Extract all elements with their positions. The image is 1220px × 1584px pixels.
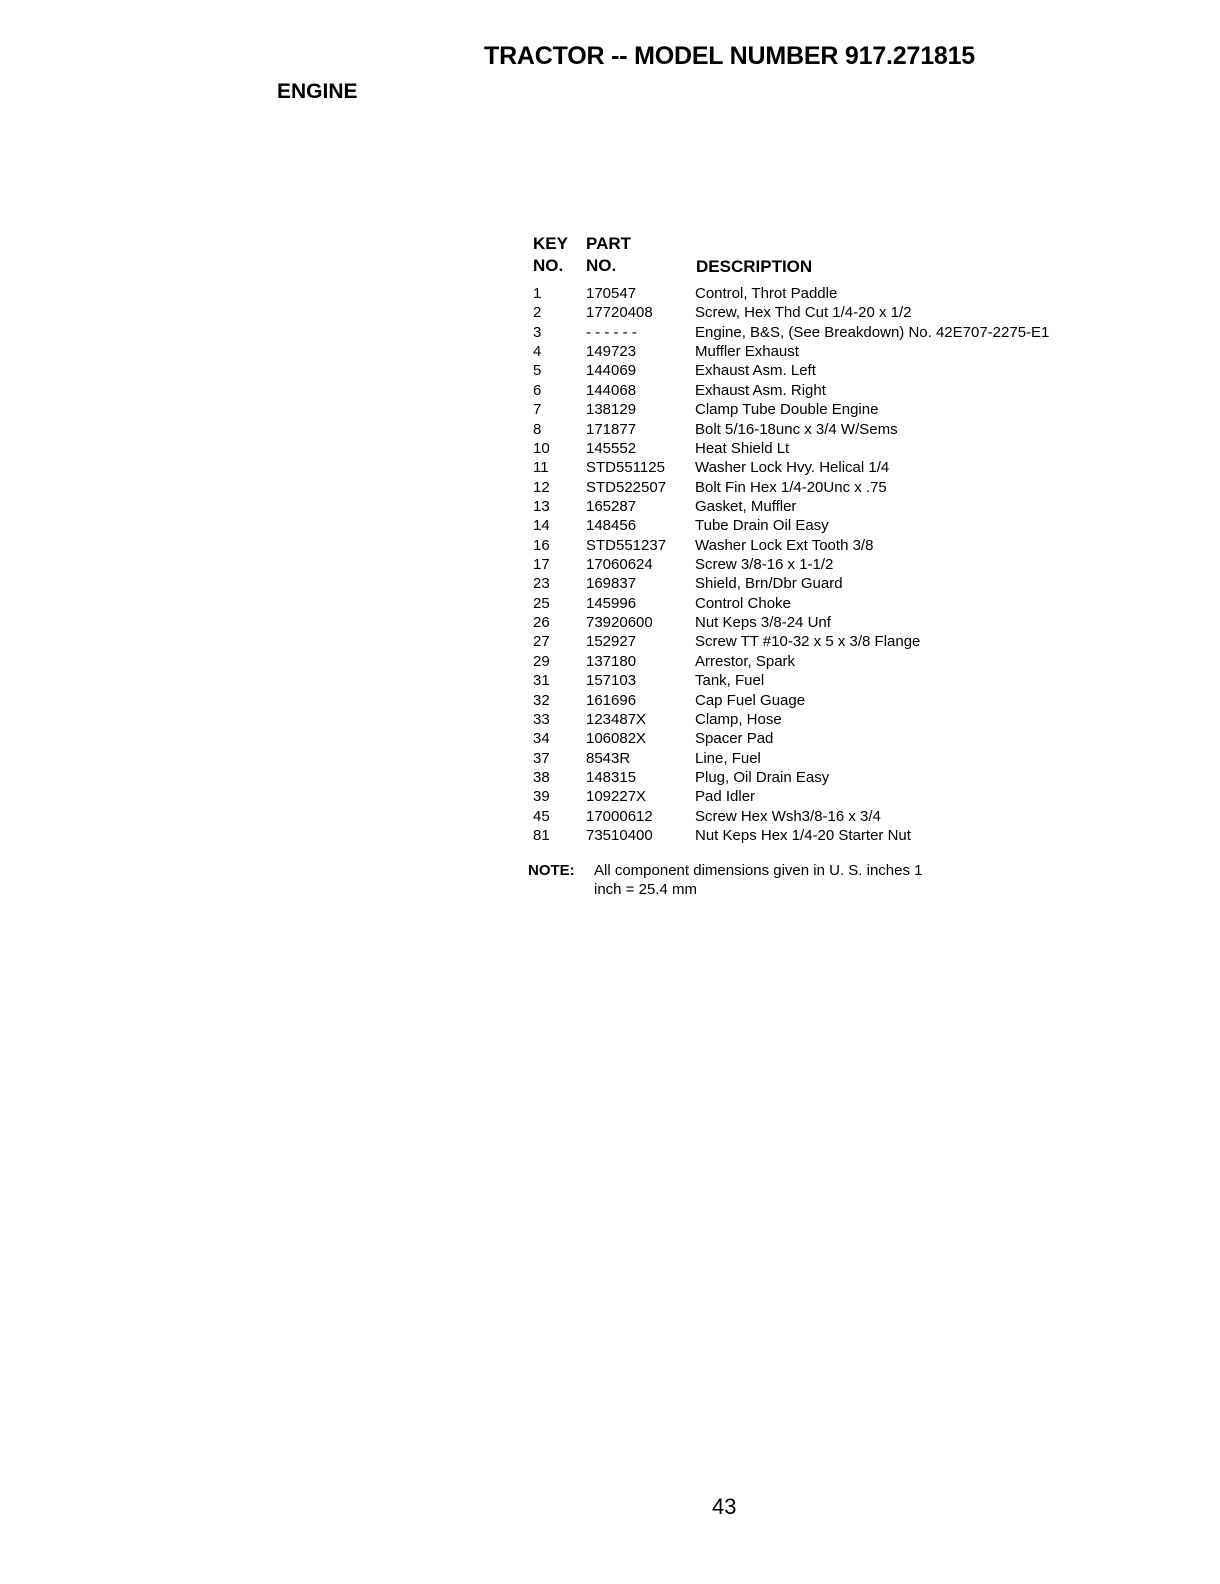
table-row (533, 323, 1133, 342)
part-description: Screw, Hex Thd Cut 1/4-20 x 1/2 (695, 304, 912, 322)
part-description: Screw 3/8-16 x 1-1/2 (695, 556, 834, 574)
part-no: 73510400 (586, 827, 653, 845)
parts-table (533, 284, 1133, 845)
part-description: Shield, Brn/Dbr Guard (695, 575, 843, 593)
part-no: - - - - - - (586, 323, 637, 341)
note-label: NOTE: (528, 862, 575, 879)
part-description: Washer Lock Hvy. Helical 1/4 (695, 459, 890, 477)
part-no: 17000612 (586, 807, 653, 825)
key-no: 33 (533, 710, 550, 728)
key-no: 8 (533, 420, 542, 438)
part-no: 149723 (586, 343, 637, 361)
table-row (533, 594, 1133, 613)
part-no: 137180 (586, 652, 637, 670)
part-description: Nut Keps 3/8-24 Unf (695, 614, 831, 632)
part-description: Control Choke (695, 594, 791, 612)
page-title: TRACTOR -- MODEL NUMBER 917.271815 (484, 42, 976, 70)
table-row (533, 671, 1133, 690)
table-row (533, 652, 1133, 671)
key-no: 25 (533, 594, 550, 612)
part-description: Tube Drain Oil Easy (695, 517, 829, 535)
part-description: Muffler Exhaust (695, 343, 799, 361)
table-row (533, 536, 1133, 555)
part-no: 73920600 (586, 614, 653, 632)
part-description: Tank, Fuel (695, 672, 765, 690)
part-no: 145552 (586, 439, 637, 457)
part-no: STD551125 (586, 459, 665, 477)
key-no: 23 (533, 575, 550, 593)
key-no: 14 (533, 517, 550, 535)
col-header-key-line1: KEY (533, 234, 568, 253)
table-row (533, 284, 1133, 303)
table-row (533, 632, 1133, 651)
part-no: 171877 (586, 420, 637, 438)
col-header-key (533, 233, 568, 277)
col-header-part-line2: NO. (586, 256, 617, 275)
table-row (533, 729, 1133, 748)
part-no: 144068 (586, 381, 637, 399)
key-no: 7 (533, 401, 542, 419)
key-no: 16 (533, 536, 550, 554)
part-description: Engine, B&S, (See Breakdown) No. 42E707-2275-E1 (695, 323, 1050, 341)
table-row (533, 613, 1133, 632)
col-header-part-line1: PART (586, 234, 632, 253)
table-row (533, 400, 1133, 419)
key-no: 12 (533, 478, 550, 496)
col-header-key-line2: NO. (533, 256, 564, 275)
part-no: 161696 (586, 691, 637, 709)
part-description: Control, Throt Paddle (695, 285, 838, 302)
part-no: 169837 (586, 575, 637, 593)
table-row (533, 497, 1133, 516)
part-no: 17720408 (586, 304, 653, 322)
part-description: Line, Fuel (695, 749, 761, 767)
key-no: 10 (533, 439, 550, 457)
table-row (533, 342, 1133, 361)
key-no: 5 (533, 362, 542, 380)
part-description: Bolt 5/16-18unc x 3/4 W/Sems (695, 420, 898, 438)
table-row (533, 768, 1133, 787)
part-no: 145996 (586, 594, 637, 612)
col-header-part (586, 233, 631, 277)
table-row (533, 361, 1133, 380)
key-no: 37 (533, 749, 550, 767)
table-row (533, 458, 1133, 477)
table-row (533, 303, 1133, 322)
table-row (533, 826, 1133, 845)
part-no: STD551237 (586, 536, 667, 554)
part-description: Gasket, Muffler (695, 497, 797, 515)
table-row (533, 381, 1133, 400)
key-no: 27 (533, 633, 550, 651)
key-no: 39 (533, 788, 550, 806)
key-no: 11 (533, 459, 549, 477)
key-no: 31 (533, 672, 550, 690)
key-no: 6 (533, 381, 542, 399)
table-row (533, 420, 1133, 439)
part-description: Cap Fuel Guage (695, 691, 806, 709)
part-no: 148456 (586, 517, 637, 535)
part-description: Screw Hex Wsh3/8-16 x 3/4 (695, 807, 881, 825)
table-row (533, 787, 1133, 806)
part-no: 165287 (586, 497, 637, 515)
key-no: 38 (533, 768, 550, 786)
part-description: Screw TT #10-32 x 5 x 3/8 Flange (695, 633, 921, 651)
key-no: 13 (533, 497, 550, 515)
part-description: Clamp, Hose (695, 710, 782, 728)
key-no: 1 (533, 285, 542, 302)
table-row (533, 710, 1133, 729)
part-description: Pad Idler (695, 788, 756, 806)
table-row (533, 574, 1133, 593)
part-no: 17060624 (586, 556, 653, 574)
part-no: 144069 (586, 362, 637, 380)
section-title: ENGINE (277, 80, 358, 103)
table-row (533, 439, 1133, 458)
key-no: 45 (533, 807, 550, 825)
key-no: 4 (533, 343, 542, 361)
col-header-description: DESCRIPTION (696, 257, 813, 276)
key-no: 81 (533, 827, 550, 845)
part-no: 152927 (586, 633, 637, 651)
part-description: Clamp Tube Double Engine (695, 401, 879, 419)
part-no: 138129 (586, 401, 637, 419)
key-no: 3 (533, 323, 542, 341)
part-description: Washer Lock Ext Tooth 3/8 (695, 536, 874, 554)
part-description: Nut Keps Hex 1/4-20 Starter Nut (695, 827, 911, 845)
part-description: Heat Shield Lt (695, 439, 790, 457)
table-row (533, 555, 1133, 574)
part-description: Arrestor, Spark (695, 652, 796, 670)
note-text: All component dimensions given in U. S. inches 1 inch = 25.4 mm (594, 862, 923, 898)
part-description: Exhaust Asm. Left (695, 362, 816, 380)
table-row (533, 516, 1133, 535)
part-description: Spacer Pad (695, 730, 774, 748)
part-no: 106082X (586, 730, 647, 748)
key-no: 34 (533, 730, 550, 748)
table-row (533, 807, 1133, 826)
key-no: 32 (533, 691, 550, 709)
key-no: 26 (533, 614, 550, 632)
part-description: Exhaust Asm. Right (695, 381, 826, 399)
key-no: 17 (533, 556, 550, 574)
part-no: 157103 (586, 672, 637, 690)
part-no: 170547 (586, 285, 637, 302)
part-no: 109227X (586, 788, 647, 806)
part-no: STD522507 (586, 478, 667, 496)
key-no: 2 (533, 304, 542, 322)
part-description: Plug, Oil Drain Easy (695, 768, 830, 786)
part-no: 123487X (586, 710, 647, 728)
part-description: Bolt Fin Hex 1/4-20Unc x .75 (695, 478, 887, 496)
part-no: 148315 (586, 768, 637, 786)
table-row (533, 749, 1133, 768)
table-row (533, 478, 1133, 497)
key-no: 29 (533, 652, 550, 670)
page-number: 43 (712, 1494, 737, 1519)
table-row (533, 691, 1133, 710)
part-no: 8543R (586, 749, 631, 767)
